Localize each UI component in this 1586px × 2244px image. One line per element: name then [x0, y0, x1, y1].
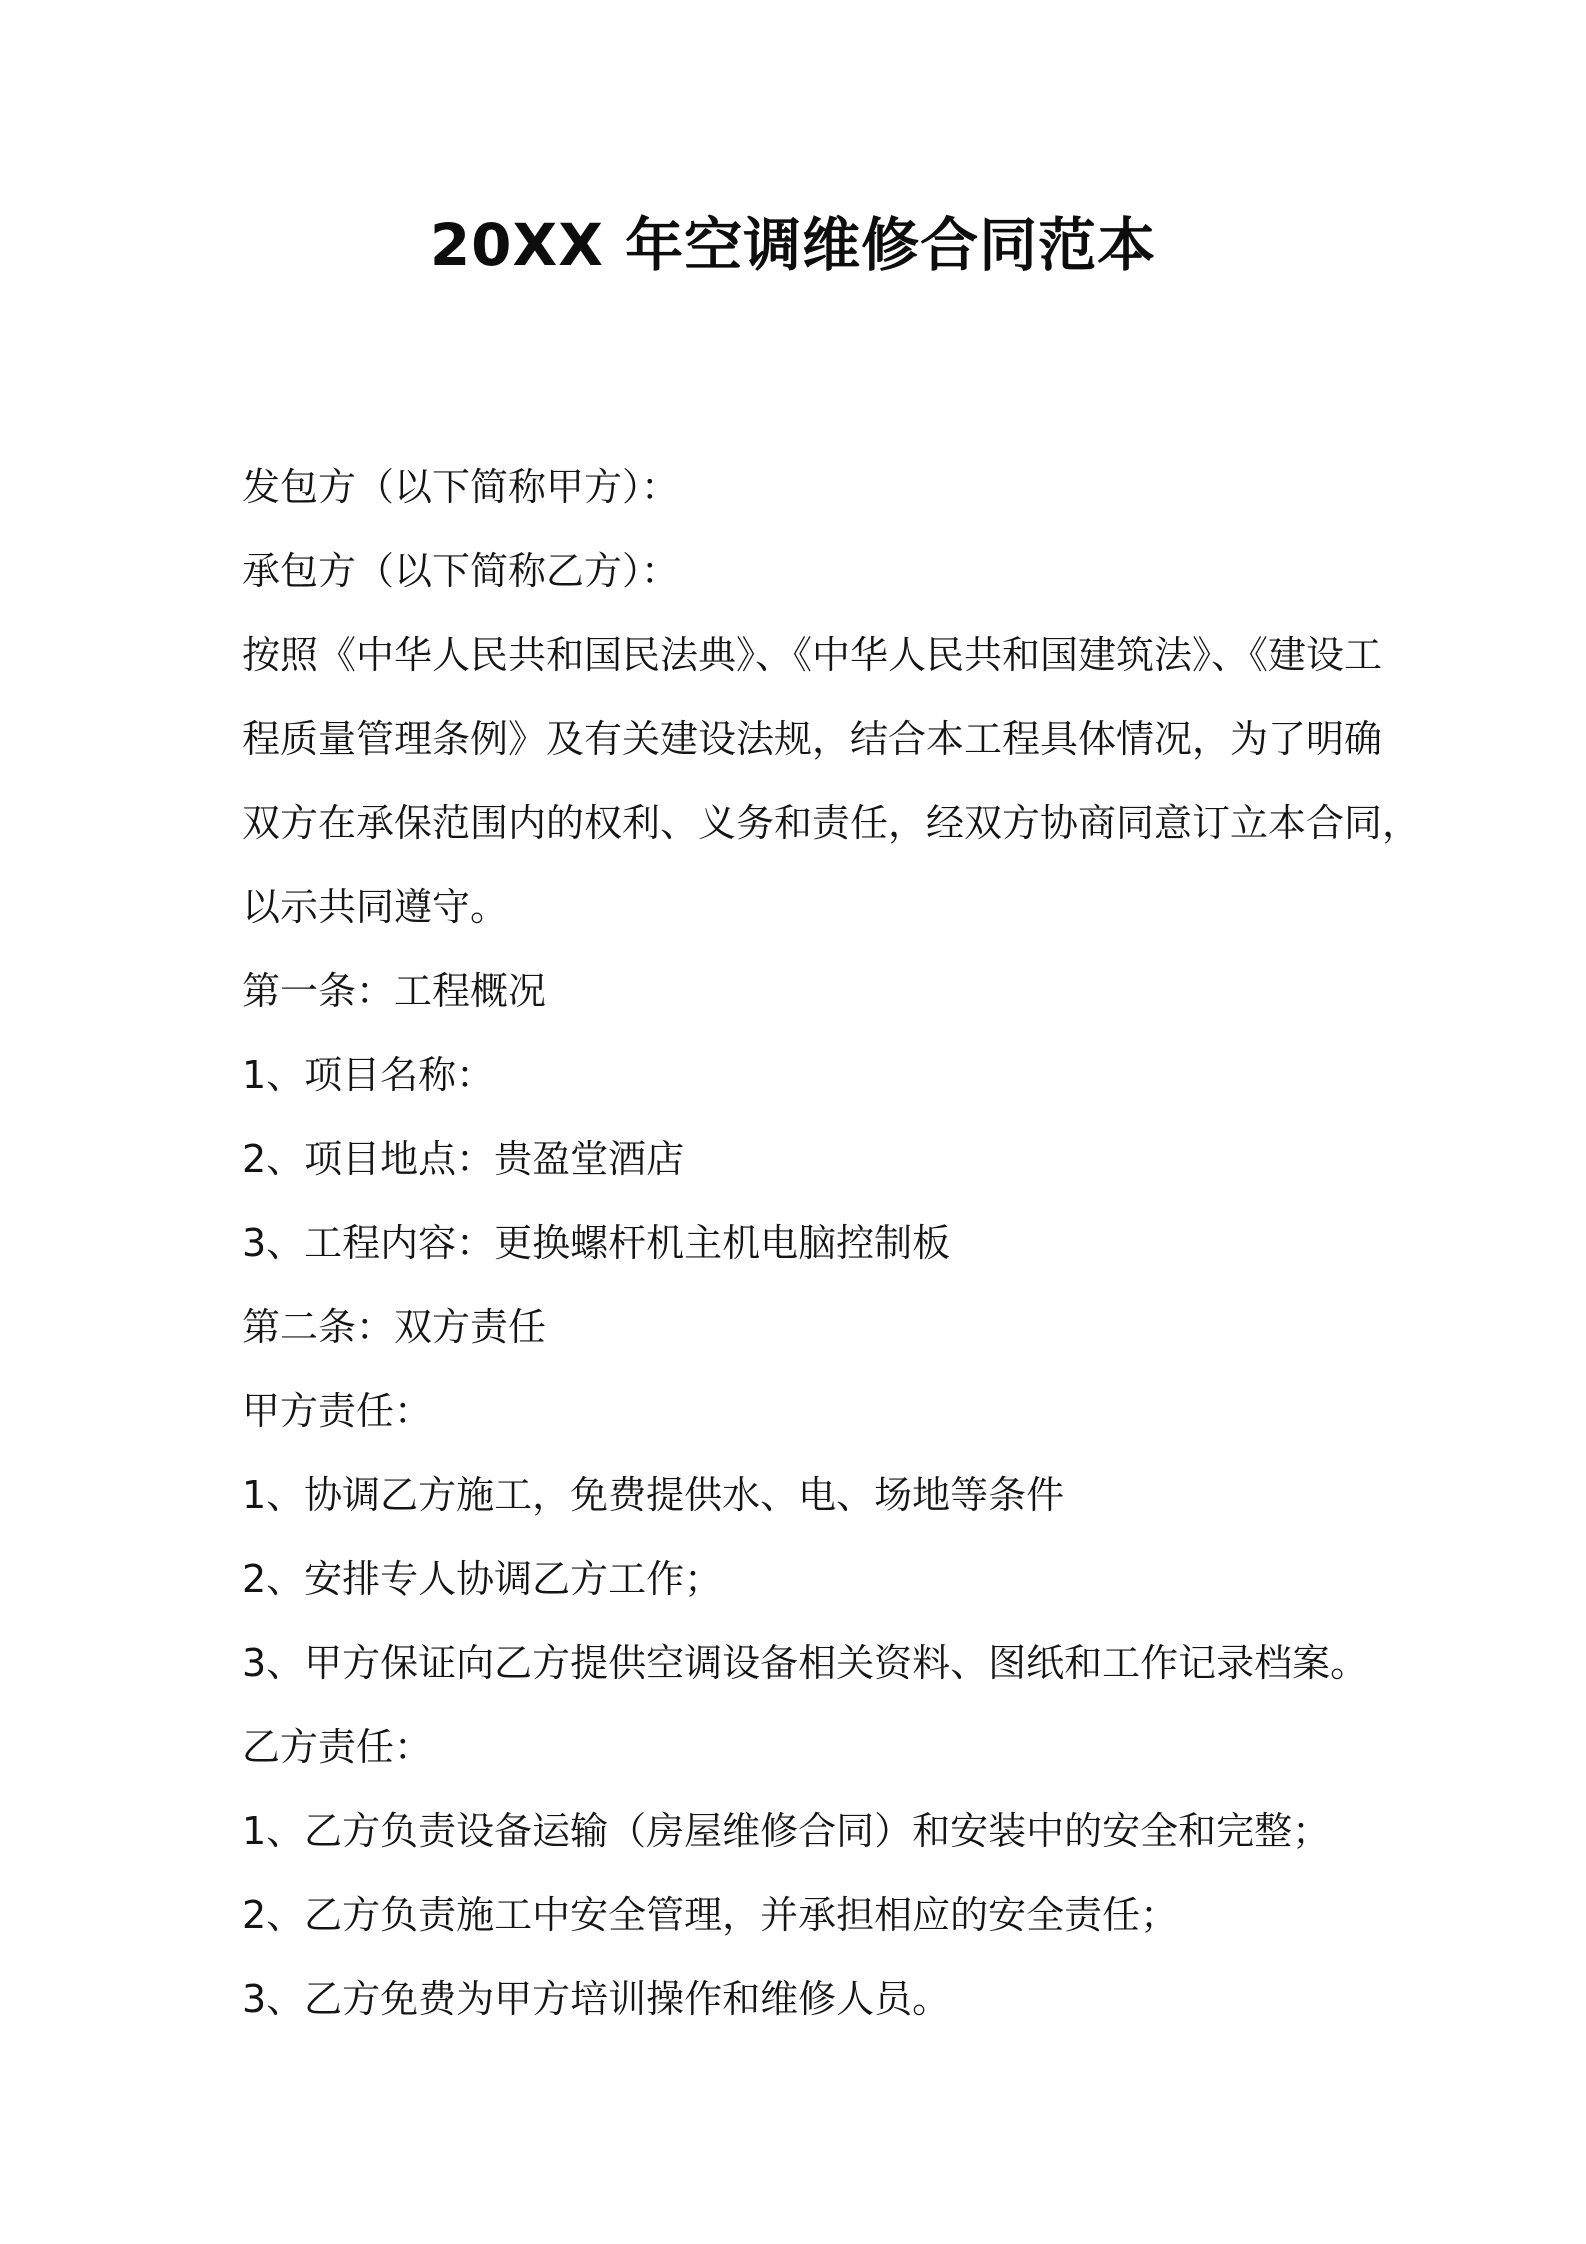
list-item: 3、工程内容：更换螺杆机主机电脑控制板 [242, 1221, 951, 1265]
preamble-line: 以示共同遵守。 [242, 885, 509, 929]
list-item: 2、乙方负责施工中安全管理，并承担相应的安全责任； [242, 1893, 1179, 1937]
preamble-line: 程质量管理条例》及有关建设法规，结合本工程具体情况，为了明确 [242, 717, 1383, 761]
list-item: 3、甲方保证向乙方提供空调设备相关资料、图纸和工作记录档案。 [242, 1641, 1369, 1685]
party-a-line: 发包方（以下简称甲方）： [242, 465, 680, 509]
article-heading: 第一条：工程概况 [242, 969, 547, 1013]
list-item: 2、安排专人协调乙方工作； [242, 1557, 723, 1601]
section-heading: 甲方责任： [242, 1389, 433, 1433]
contract-body [242, 445, 1421, 2041]
party-b-line: 承包方（以下简称乙方）： [242, 549, 680, 593]
list-item: 2、项目地点：贵盈堂酒店 [242, 1137, 685, 1181]
article-heading: 第二条：双方责任 [242, 1305, 547, 1349]
list-item: 1、项目名称： [242, 1053, 495, 1097]
section-heading: 乙方责任： [242, 1725, 433, 1769]
list-item: 1、乙方负责设备运输（房屋维修合同）和安装中的安全和完整； [242, 1809, 1331, 1853]
list-item: 1、协调乙方施工，免费提供水、电、场地等条件 [242, 1473, 1065, 1517]
preamble-line: 按照《中华人民共和国民法典》、《中华人民共和国建筑法》、《建设工 [242, 633, 1383, 677]
list-item: 3、乙方免费为甲方培训操作和维修人员。 [242, 1977, 951, 2021]
preamble-line: 双方在承保范围内的权利、义务和责任，经双方协商同意订立本合同， [242, 801, 1421, 845]
document-title: 20XX 年空调维修合同范本 [429, 211, 1157, 279]
